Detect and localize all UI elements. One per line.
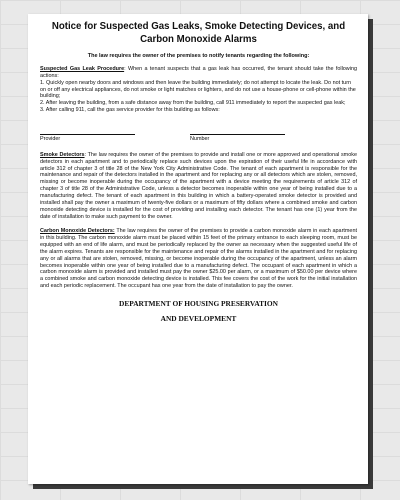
notice-title: Notice for Suspected Gas Leaks, Smoke Detecting Devices, and Carbon Monoxide Alarms <box>51 21 346 45</box>
footer-agency-line-2: AND DEVELOPMENT <box>160 313 237 323</box>
notice-document <box>28 14 368 484</box>
smoke-detectors-section <box>40 152 357 220</box>
number-field: Number <box>190 134 285 142</box>
smoke-detectors-text: : The law requires the owner of the premises to provide and install one or more approved and operational smoke detectors in each apartment and to periodically replace such devices upon the expiration of their useful life in accordance with article 312 of chapter 3 of title 28 of the New York City Administrative Code. The tenant of each apartment is responsible for the maintenance and repair of the detectors installed in the apartment and for replacing any or all detectors which are stolen, removed, missing or become inoperable during the occupancy of the apartment with a device meeting the requirements of article 312 of chapter 3 of title 28 of the Administrative Code, unless a detector becomes inoperable within one year of being installed due to a manufacturing defect. The tenant of each apartment in this building in which a battery-operated smoke detector is provided and installed shall pay the owner a maximum of twenty-five dollars or a maximum of fifty dollars where a combined smoke and carbon monoxide detecting device is installed for the cost of providing and installing each detector. The tenant has one (1) year from the date of installation to make such payment to the owner. <box>40 151 357 220</box>
co-detectors-heading: Carbon Monoxide Detectors: <box>40 228 115 235</box>
provider-signature-row <box>40 114 357 144</box>
co-detectors-text: The law requires the owner of the premises to provide a carbon monoxide alarm in each apartment in this building. The carbon monoxide alarm must be placed within 15 feet of the primary entrance to each sleeping room, must be equipped with an end of life alarm, and must be periodically replaced by the owner as necessary when the suggested useful life of the alarm expires. Tenants are responsible for the maintenance and repair of the alarms installed in the apartment and for replacing any or all alarms that are stolen, removed, missing, or become inoperable during the occupancy of the apartment, unless an alarm becomes inoperable within one year of being installed due to a manufacturing defect. The occupant of each apartment in which a carbon monoxide alarm is provided and installed must pay the owner $25.00 per alarm, or a maximum of $50.00 per device where a combined smoke and carbon monoxide detecting device is installed. This fee covers the cost of the work for the initial installation and each periodic replacement. The occupant has one year from the date of installation to pay the owner. <box>40 228 357 290</box>
footer-agency-line-1: DEPARTMENT OF HOUSING PRESERVATION <box>118 298 278 308</box>
smoke-detectors-heading: Smoke Detectors <box>40 151 85 158</box>
gas-leak-heading: Suspected Gas Leak Procedure <box>40 66 125 72</box>
co-detectors-section <box>40 228 357 290</box>
notice-subtitle: The law requires the owner of the premises to notify tenants regarding the following: <box>87 53 310 59</box>
gas-leak-step-3: 3. After calling 911, call the gas service provider for this building as follows: <box>40 107 220 114</box>
gas-leak-step-1: 1. Quickly open nearby doors and windows and then leave the building immediately; do not attempt to locate the leak. Do not turn on or off any electrical appliances, do not smoke or light matches or lighters, and do not use a house-phone or cell-phone within the building; <box>40 79 356 100</box>
provider-field: Provider <box>40 134 135 142</box>
gas-leak-intro-text: : When a tenant suspects that a gas leak has occurred, the tenant should take the following actions: <box>40 66 357 79</box>
gas-leak-section <box>40 66 357 144</box>
gas-leak-intro <box>40 66 357 80</box>
gas-leak-step-2: 2. After leaving the building, from a safe distance away from the building, call 911 immediately to report the suspected gas leak; <box>40 100 346 107</box>
